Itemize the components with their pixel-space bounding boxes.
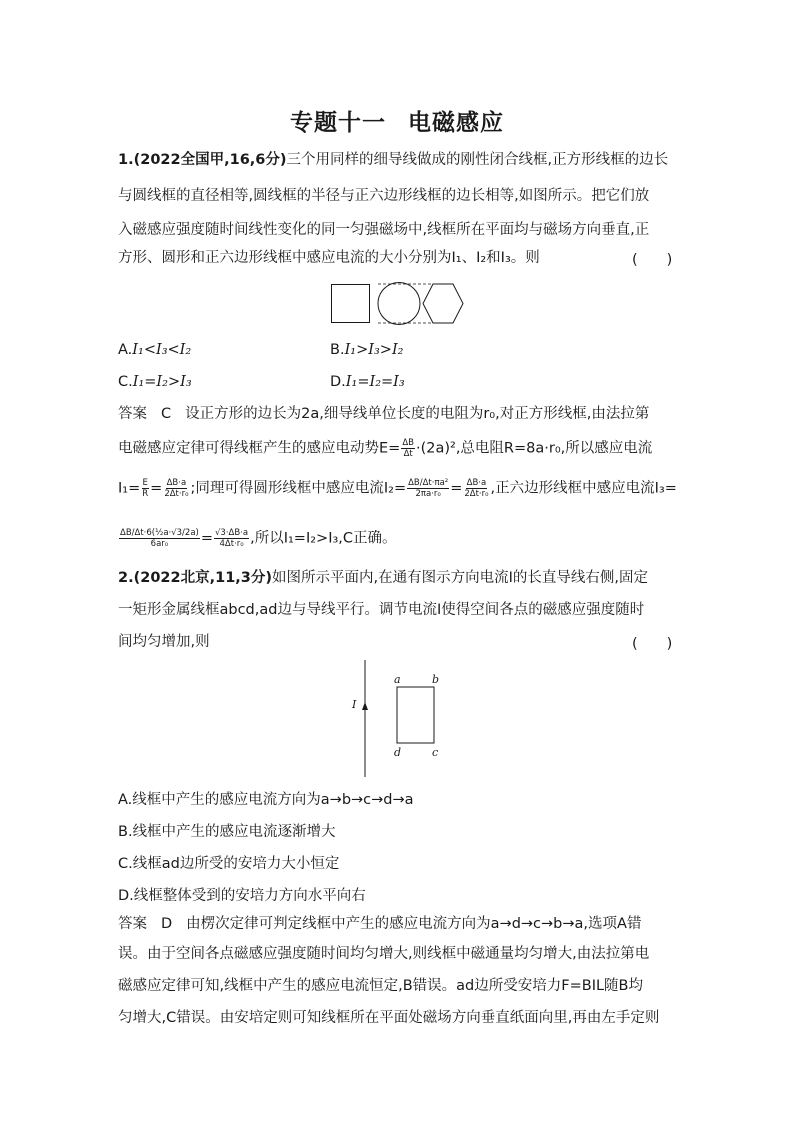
q2-option-c: C.线框ad边所受的安培力大小恒定	[118, 856, 340, 872]
rectangular-frame	[397, 687, 434, 743]
q1-figure	[329, 282, 469, 326]
circle-frame	[378, 283, 420, 325]
q1-answer-key: C	[161, 406, 172, 422]
q1-line1	[118, 150, 668, 170]
q2-option-b: B.线框中产生的感应电流逐渐增大	[118, 824, 336, 840]
q2-answer-line2: 误。由于空间各点磁感应强度随时间均匀增大,则线框中磁通量均匀增大,由法拉第电	[118, 946, 650, 962]
vertex-b-label: b	[432, 673, 440, 686]
q1-option-a: A.I₁<I₃<I₂	[118, 342, 192, 358]
title-part1: 专题十一	[290, 110, 386, 136]
q1-option-d: D.I₁=I₂=I₃	[330, 374, 405, 390]
q1-answer-line3: I₁= $\frac{E}{R}$ = $\frac{\Delta B\cdot a}{\text{2Δt·r₀}}$ ;同理可得圆形线框中感应电流I₂= $\frac{\text{ΔB/Δt·πa²}}{\text{2πa·r₀}}$ = $\frac{\Delta B\cdot a}{\text{2Δt·r₀}}$ ,正六边形线框中感应电流I₃=	[118, 478, 677, 499]
q1-option-c: C.I₁=I₂>I₃	[118, 374, 192, 390]
frac-i3-a: $\frac{\text{ΔB/Δt·6(½a·√3/2a)}}{\text{6ar₀}}$	[120, 528, 199, 549]
frac-i3-b: $\frac{√3\cdot\Delta B\cdot a}{\text{4Δt·r₀}}$	[215, 528, 249, 549]
q1-line2: 与圆线框的直径相等,圆线框的半径与正六边形线框的边长相等,如图所示。把它们放	[118, 188, 650, 204]
vertex-c-label: c	[432, 746, 439, 759]
q2-line1	[118, 568, 648, 588]
q1-source: (2022全国甲,16,6分)	[133, 152, 287, 168]
q2-line1-text: 如图所示平面内,在通有图示方向电流I的长直导线右侧,固定	[272, 570, 649, 586]
frac-i1-a: $\frac{E}{R}$	[142, 478, 149, 499]
q1-answer-label: 答案	[118, 406, 147, 422]
title-part2: 电磁感应	[408, 110, 504, 136]
q1-line1-text: 三个用同样的细导线做成的刚性闭合线框,正方形线框的边长	[286, 152, 669, 168]
q2-answer-line3: 磁感应定律可知,线框中产生的感应电流恒定,B错误。ad边所受安培力F=BIL随B均	[118, 978, 643, 994]
q2-option-d: D.线框整体受到的安培力方向水平向右	[118, 888, 366, 904]
q2-answer-line1: 答案 D 由楞次定律可判定线框中产生的感应电流方向为a→d→c→b→a,选项A错	[118, 916, 642, 932]
current-arrow-icon	[362, 702, 368, 710]
q2-answer-line4: 匀增大,C错误。由安培定则可知线框所在平面处磁场方向垂直纸面向里,再由左手定则	[118, 1010, 660, 1026]
square-frame	[332, 285, 370, 323]
q2-option-a: A.线框中产生的感应电流方向为a→b→c→d→a	[118, 792, 414, 808]
page-title	[0, 104, 794, 137]
q2-answer-bracket: ( )	[632, 636, 673, 652]
frac-i1-b: $\frac{\Delta B\cdot a}{\text{2Δt·r₀}}$	[164, 478, 189, 499]
q2-number: 2.	[118, 570, 134, 586]
q2-line3: 间均匀增加,则	[118, 634, 210, 650]
current-label: I	[352, 698, 357, 711]
q2-line2: 一矩形金属线框abcd,ad边与导线平行。调节电流I使得空间各点的磁感应强度随时	[118, 602, 645, 618]
q1-number: 1.	[118, 152, 134, 168]
q1-line4: 方形、圆形和正六边形线框中感应电流的大小分别为I₁、I₂和I₃。则	[118, 250, 540, 266]
q1-line3: 入磁感应强度随时间线性变化的同一匀强磁场中,线框所在平面均与磁场方向垂直,正	[118, 222, 650, 238]
q1-option-b: B.I₁>I₃>I₂	[330, 342, 404, 358]
q2-figure	[346, 660, 456, 780]
q1-answer-bracket: ( )	[632, 252, 673, 268]
vertex-d-label: d	[394, 746, 402, 759]
frac-i2-a: $\frac{\text{ΔB/Δt·πa²}}{\text{2πa·r₀}}$	[408, 478, 449, 499]
q2-source: (2022北京,11,3分)	[133, 570, 273, 586]
frac-i2-b: $\frac{\Delta B\cdot a}{\text{2Δt·r₀}}$	[464, 478, 489, 499]
q2-answer-label: 答案	[118, 916, 147, 932]
vertex-a-label: a	[394, 673, 401, 686]
q1-answer-line1: 答案 C 设正方形的边长为2a,细导线单位长度的电阻为r₀,对正方形线框,由法拉第	[118, 406, 650, 422]
q1-answer-line4: $\frac{\text{ΔB/Δt·6(½a·√3/2a)}}{\text{6ar₀}}$ = $\frac{√3\cdot\Delta B\cdot a}{\text{4Δt·r₀}}$ ,所以I₁=I₂>I₃,C正确。	[120, 528, 397, 549]
frac-db-dt: $\frac{\Delta B}{\Delta t}$	[402, 438, 414, 459]
q2-answer-key: D	[161, 916, 173, 932]
hexagon-frame	[423, 284, 463, 323]
q1-answer-line2: 电磁感应定律可得线框产生的感应电动势E= $\frac{\Delta B}{\Delta t}$ ·(2a)²,总电阻R=8a·r₀,所以感应电流	[118, 438, 653, 459]
